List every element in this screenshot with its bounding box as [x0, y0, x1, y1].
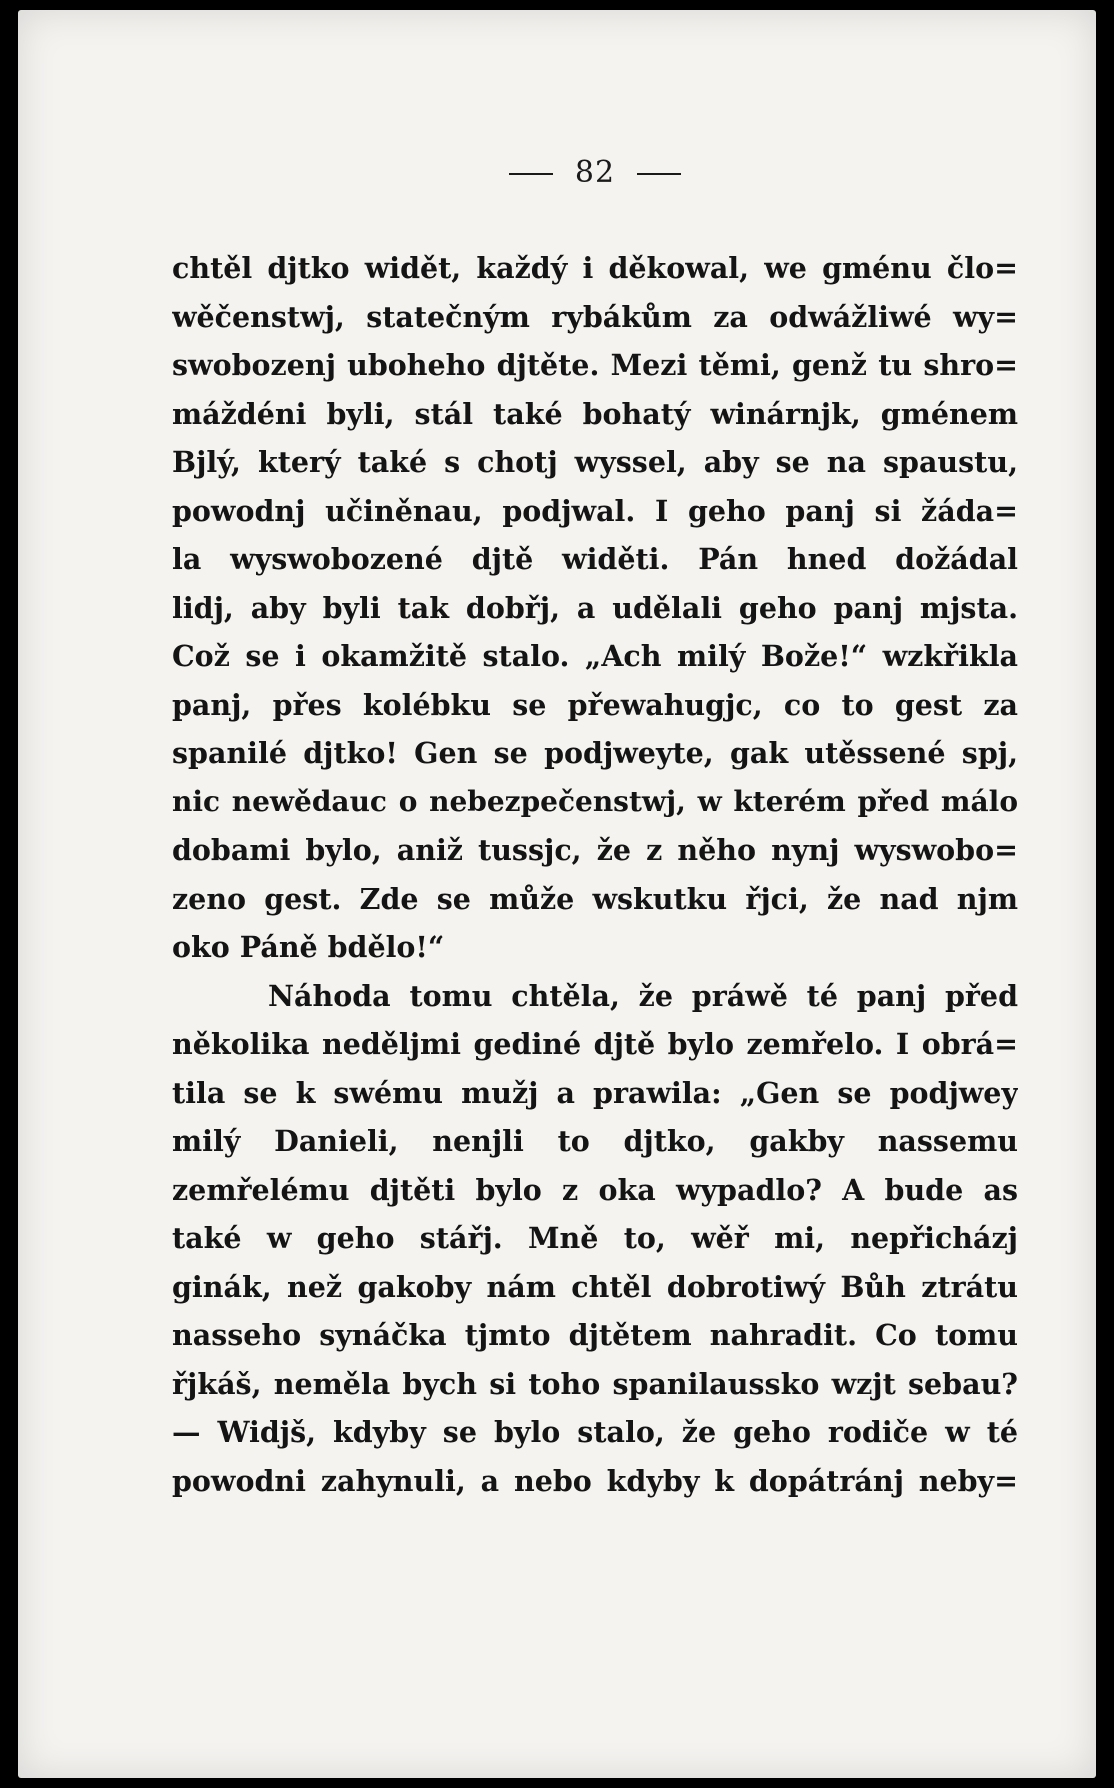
text-line: Bjlý, který také s chotj wyssel, aby se na spaustu,	[172, 445, 1018, 479]
page-number-value: 82	[574, 155, 616, 190]
paragraph-end-line: oko Páně bdělo!“	[172, 930, 445, 964]
text-line: také w geho stářj. Mně to, wěř mi, nepřicházj	[172, 1221, 1018, 1255]
text-line: máždéni byli, stál také bohatý winárnjk, gménem	[172, 396, 1018, 431]
book-page	[18, 10, 1096, 1778]
text-line: zeno gest. Zde se může wskutku řjci, že nad njm	[172, 881, 1018, 916]
text-line: několika neděljmi gediné djtě bylo zemřelo. I obrá=	[172, 1027, 1018, 1061]
text-line: spanilé djtko! Gen se podjweyte, gak utěssené spj,	[172, 736, 1018, 770]
text-line: chtěl djtko widět, každý i děkowal, we gménu člo=	[172, 251, 1018, 285]
text-line: nasseho synáčka tjmto djtětem nahradit. Co tomu	[172, 1318, 1018, 1352]
text-line: la wyswobozené djtě widěti. Pán hned dožádal	[172, 542, 1018, 576]
text-line: swobozenj uboheho djtěte. Mezi těmi, genž tu shro=	[172, 348, 1018, 382]
text-line: dobami bylo, aniž tussjc, že z něho nynj wyswobo=	[172, 833, 1018, 867]
text-line: tila se k swému mužj a prawila: „Gen se podjwey	[172, 1075, 1018, 1110]
text-line: ginák, než gakoby nám chtěl dobrotiwý Bůh ztrátu	[172, 1269, 1018, 1304]
text-line: lidj, aby byli tak dobřj, a udělali geho panj mjsta.	[172, 590, 1018, 625]
text-line: powodni zahynuli, a nebo kdyby k dopátránj neby=	[172, 1463, 1018, 1498]
text-line: řjkáš, neměla bych si toho spanilaussko wzjt sebau?	[172, 1366, 1018, 1401]
text-block	[172, 148, 1018, 1505]
text-line: zemřelému djtěti bylo z oka wypadlo? A bude as	[172, 1172, 1018, 1207]
page-number	[172, 148, 1018, 198]
text-line: Což se i okamžitě stalo. „Ach milý Bože!“ wzkřikla	[172, 639, 1018, 673]
text-line: milý Danieli, nenjli to djtko, gakby nassemu	[172, 1124, 1018, 1158]
text-line: nic newědauc o nebezpečenstwj, w kterém před málo	[172, 784, 1018, 818]
paragraph-start-line: Náhoda tomu chtěla, že práwě té panj před	[268, 978, 1018, 1013]
folio-dash-left	[509, 173, 553, 175]
text-line: wěčenstwj, statečným rybákům za odwážliwé wy=	[172, 299, 1018, 334]
text-line: powodnj učiněnau, podjwal. I geho panj si žáda=	[172, 493, 1018, 528]
text-line: — Widjš, kdyby se bylo stalo, že geho rodiče w té	[172, 1415, 1018, 1449]
folio-dash-right	[637, 173, 681, 175]
text-line: panj, přes kolébku se přewahugjc, co to gest za	[172, 687, 1018, 722]
